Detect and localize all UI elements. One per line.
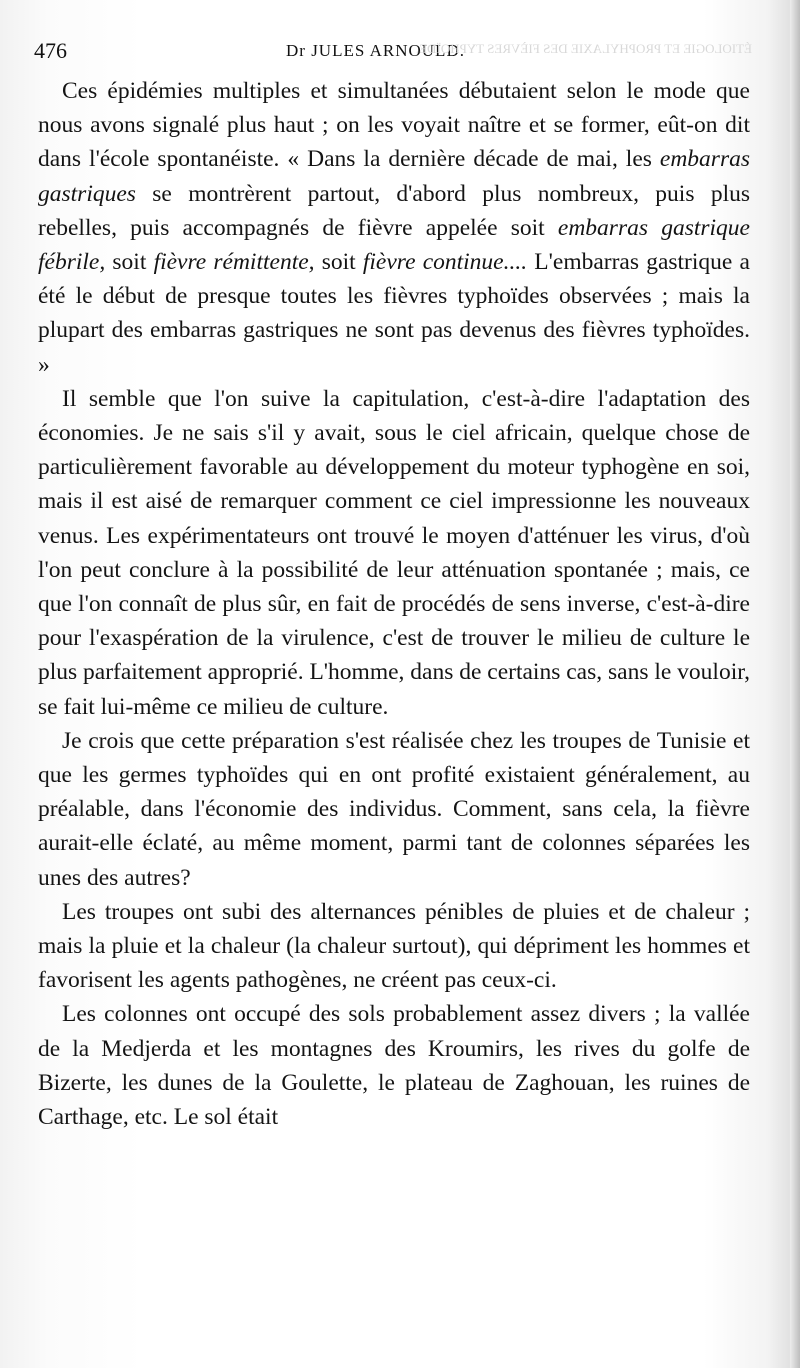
bleed-through-text: ÉTIOLOGIE ET PROPHYLAXIE DES FIÈVRES TYPHOÏDE. — [415, 41, 752, 56]
paragraph: Les troupes ont subi des alternances pénibles de pluies et de chaleur ; mais la pluie et la chaleur (la chaleur surtout), qui dépriment les hommes et favorisent les agents pathogènes, ne créent pas ceux-ci. — [38, 898, 750, 994]
italic-term: embarras gastriques — [38, 146, 750, 207]
text-run: soit — [105, 249, 154, 276]
italic-term: embarras gastrique fébrile, — [38, 214, 750, 276]
paragraph — [38, 74, 750, 382]
italic-term: fièvre rémittente, — [153, 249, 315, 276]
text-run: soit — [314, 249, 363, 276]
paragraph: Les colonnes ont occupé des sols probablement assez divers ; la vallée de la Medjerda et les montagnes des Kroumirs, les rives du golfe de Bizerte, les dunes de la Goulette, le plateau de Zaghouan, les ruines de Carthage, etc. Le sol était — [38, 1001, 750, 1131]
text-run: Ces épidémies multiples et simultanées débutaient selon le mode que nous avons signalé plus haut ; on les voyait naître et se former, eût-on dit dans l'école spontanéiste. « Dans la dernière décade de mai, les — [38, 78, 750, 173]
italic-term: fièvre continue.... — [362, 249, 528, 276]
page-number: 476 — [34, 38, 67, 63]
body-text — [38, 74, 750, 1134]
running-head: Dr JULES ARNOULD. — [286, 41, 465, 60]
page-spine-shadow — [790, 0, 800, 1368]
paragraph: Il semble que l'on suive la capitulation, c'est-à-dire l'adaptation des économies. Je ne sais s'il y avait, sous le ciel africain, quelque chose de particulièrement favorable au développement du moteur typhogène en soi, mais il est aisé de remarquer comment ce ciel impressionne les nouveaux venus. Les expérimentateurs ont trouvé le moyen d'atténuer les virus, d'où l'on peut conclure à la possibilité de leur atténuation spontanée ; mais, ce que l'on connaît de plus sûr, en fait de procédés de sens inverse, c'est-à-dire pour l'exaspération de la virulence, c'est de trouver le milieu de culture le plus parfaitement approprié. L'homme, dans de certains cas, sans le vouloir, se fait lui-même ce milieu de culture. — [38, 385, 750, 720]
paragraph: Je crois que cette préparation s'est réalisée chez les troupes de Tunisie et que les germes typhoïdes qui en ont profité existaient généralement, au préalable, dans l'économie des individus. Comment, sans cela, la fièvre aurait-elle éclaté, au même moment, parmi tant de colonnes séparées les unes des autres? — [38, 727, 750, 891]
text-run: se montrèrent partout, d'abord plus nombreux, puis plus rebelles, puis accompagnés de fièvre appelée soit — [38, 180, 750, 241]
text-run: L'embarras gastrique a été le début de presque toutes les fièvres typhoïdes observées ; mais la plupart des embarras gastriques ne sont pas devenus des fièvres typhoïdes. » — [38, 249, 750, 378]
